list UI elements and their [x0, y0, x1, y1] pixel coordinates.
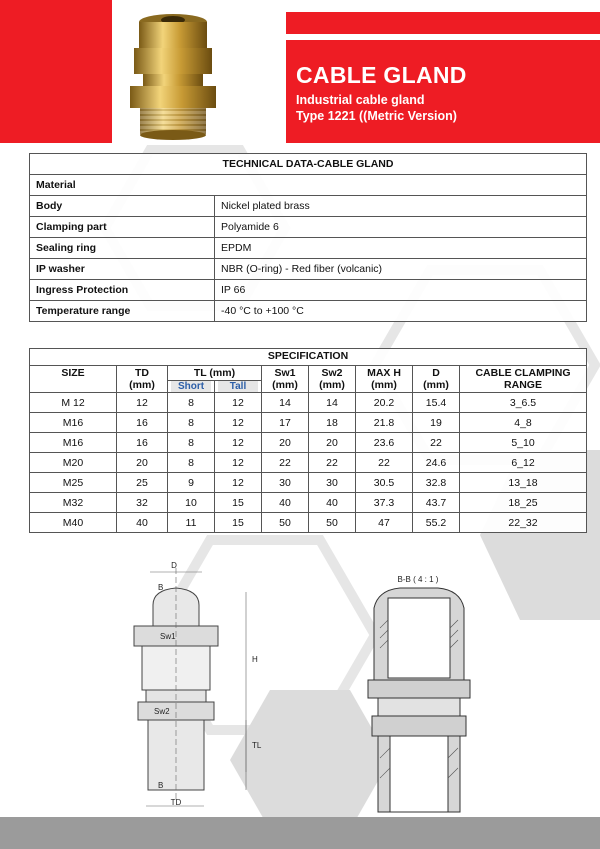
table-cell: 30 [262, 473, 309, 493]
row-label: Clamping part [30, 217, 215, 238]
table-cell: 47 [356, 513, 413, 533]
table-cell: 12 [215, 473, 262, 493]
row-value: Nickel plated brass [215, 196, 587, 217]
material-section-label: Material [30, 175, 587, 196]
table-cell: 22 [262, 453, 309, 473]
row-value: NBR (O-ring) - Red fiber (volcanic) [215, 259, 587, 280]
table-row [30, 238, 587, 259]
table-row [30, 393, 587, 413]
table-cell: 24.6 [413, 453, 460, 473]
table-cell: 13_18 [460, 473, 587, 493]
row-label: IP washer [30, 259, 215, 280]
front-view-b-top-label: B [158, 583, 164, 592]
page-title: CABLE GLAND [296, 62, 467, 88]
red-accent-block-left [0, 0, 112, 143]
header-sw2 [309, 366, 356, 393]
header-max-h [356, 366, 413, 393]
table-cell: 23.6 [356, 433, 413, 453]
header-tl-tall: Tall [215, 381, 262, 393]
table-row [30, 513, 587, 533]
table-cell: 50 [262, 513, 309, 533]
cable-gland-product-image [118, 4, 228, 142]
table-cell: M25 [30, 473, 117, 493]
table-cell: M16 [30, 433, 117, 453]
table-cell: 20.2 [356, 393, 413, 413]
header-d [413, 366, 460, 393]
table-cell: 32 [117, 493, 168, 513]
table-cell: 9 [168, 473, 215, 493]
row-value: IP 66 [215, 280, 587, 301]
row-value: EPDM [215, 238, 587, 259]
table-cell: 30 [309, 473, 356, 493]
front-view-td-label: TD [170, 798, 182, 807]
table-cell: 22_32 [460, 513, 587, 533]
table-cell: 22 [356, 453, 413, 473]
table-cell: 55.2 [413, 513, 460, 533]
table-cell: 14 [262, 393, 309, 413]
front-view-d-label: D [171, 561, 177, 570]
section-view-drawing [360, 568, 480, 814]
table-row [30, 259, 587, 280]
technical-data-table [29, 153, 587, 322]
table-cell: 8 [168, 393, 215, 413]
table-row [30, 493, 587, 513]
table-row [30, 196, 587, 217]
header-sw1-label: Sw1 [274, 367, 296, 379]
header-td-label: TD [135, 367, 149, 379]
header-ccr-label: CABLE CLAMPING [475, 367, 571, 379]
table-row [30, 217, 587, 238]
table-cell: M40 [30, 513, 117, 533]
table-cell: M32 [30, 493, 117, 513]
table-cell: M16 [30, 413, 117, 433]
table-cell: 15 [215, 513, 262, 533]
header-max-h-label: MAX H [367, 367, 401, 379]
row-label: Temperature range [30, 301, 215, 322]
table-cell: 22 [413, 433, 460, 453]
table-cell: 14 [309, 393, 356, 413]
technical-data-caption: TECHNICAL DATA-CABLE GLAND [30, 154, 587, 175]
header-banner [286, 40, 600, 143]
table-cell: 10 [168, 493, 215, 513]
table-cell: 17 [262, 413, 309, 433]
table-cell: M 12 [30, 393, 117, 413]
front-view-sw1-label: Sw1 [160, 632, 176, 641]
table-row [30, 301, 587, 322]
table-cell: 4_8 [460, 413, 587, 433]
table-row [30, 473, 587, 493]
header-td [117, 366, 168, 393]
table-cell: 12 [215, 393, 262, 413]
table-row [30, 453, 587, 473]
header-d-unit: (mm) [423, 379, 449, 391]
table-cell: 50 [309, 513, 356, 533]
row-value: Polyamide 6 [215, 217, 587, 238]
table-cell: 20 [262, 433, 309, 453]
front-view-b-bottom-label: B [158, 781, 164, 790]
table-cell: 12 [215, 413, 262, 433]
table-cell: 12 [215, 433, 262, 453]
table-cell: 6_12 [460, 453, 587, 473]
table-cell: 16 [117, 433, 168, 453]
table-cell: 32.8 [413, 473, 460, 493]
table-row [30, 433, 587, 453]
header-max-h-unit: (mm) [371, 379, 397, 391]
table-cell: 3_6.5 [460, 393, 587, 413]
table-cell: 37.3 [356, 493, 413, 513]
footer-bar [0, 817, 600, 849]
table-cell: 40 [262, 493, 309, 513]
header-tl-short: Short [168, 381, 215, 393]
table-cell: 40 [309, 493, 356, 513]
table-cell: 15 [215, 493, 262, 513]
table-cell: 21.8 [356, 413, 413, 433]
front-view-h-label: H [252, 655, 258, 664]
table-cell: 8 [168, 433, 215, 453]
header-ccr-label-2: RANGE [504, 379, 542, 391]
row-label: Body [30, 196, 215, 217]
table-row [30, 413, 587, 433]
front-view-sw2-label: Sw2 [154, 707, 170, 716]
header-td-unit: (mm) [129, 379, 155, 391]
table-cell: 5_10 [460, 433, 587, 453]
table-cell: 16 [117, 413, 168, 433]
table-cell: 11 [168, 513, 215, 533]
table-cell: 19 [413, 413, 460, 433]
table-cell: 12 [215, 453, 262, 473]
specification-table [29, 348, 587, 533]
row-value: -40 °C to +100 °C [215, 301, 587, 322]
table-cell: 20 [117, 453, 168, 473]
header-sw1-unit: (mm) [272, 379, 298, 391]
row-label: Sealing ring [30, 238, 215, 259]
table-cell: 18 [309, 413, 356, 433]
row-label: Ingress Protection [30, 280, 215, 301]
table-cell: 18_25 [460, 493, 587, 513]
table-cell: 8 [168, 453, 215, 473]
page-subtitle: Industrial cable gland [296, 93, 425, 107]
front-view-drawing [118, 560, 268, 813]
table-row [30, 280, 587, 301]
product-type-line: Type 1221 ((Metric Version) [296, 109, 457, 123]
header-sw1 [262, 366, 309, 393]
header-sw2-unit: (mm) [319, 379, 345, 391]
table-cell: 43.7 [413, 493, 460, 513]
table-cell: 22 [309, 453, 356, 473]
section-view-caption: B-B ( 4 : 1 ) [397, 575, 439, 584]
header-sw2-label: Sw2 [321, 367, 343, 379]
specification-caption: SPECIFICATION [30, 349, 587, 366]
table-cell: 8 [168, 413, 215, 433]
front-view-tl-label: TL [252, 741, 262, 750]
specification-rows [30, 393, 587, 533]
table-cell: 15.4 [413, 393, 460, 413]
header-d-label: D [432, 367, 440, 379]
table-cell: 25 [117, 473, 168, 493]
header-size: SIZE [30, 366, 117, 393]
header-tl: TL (mm) [168, 366, 262, 381]
table-cell: 20 [309, 433, 356, 453]
table-cell: 40 [117, 513, 168, 533]
table-cell: 30.5 [356, 473, 413, 493]
table-cell: M20 [30, 453, 117, 473]
table-cell: 12 [117, 393, 168, 413]
header-cable-clamping-range [460, 366, 587, 393]
red-accent-strip [286, 12, 600, 34]
